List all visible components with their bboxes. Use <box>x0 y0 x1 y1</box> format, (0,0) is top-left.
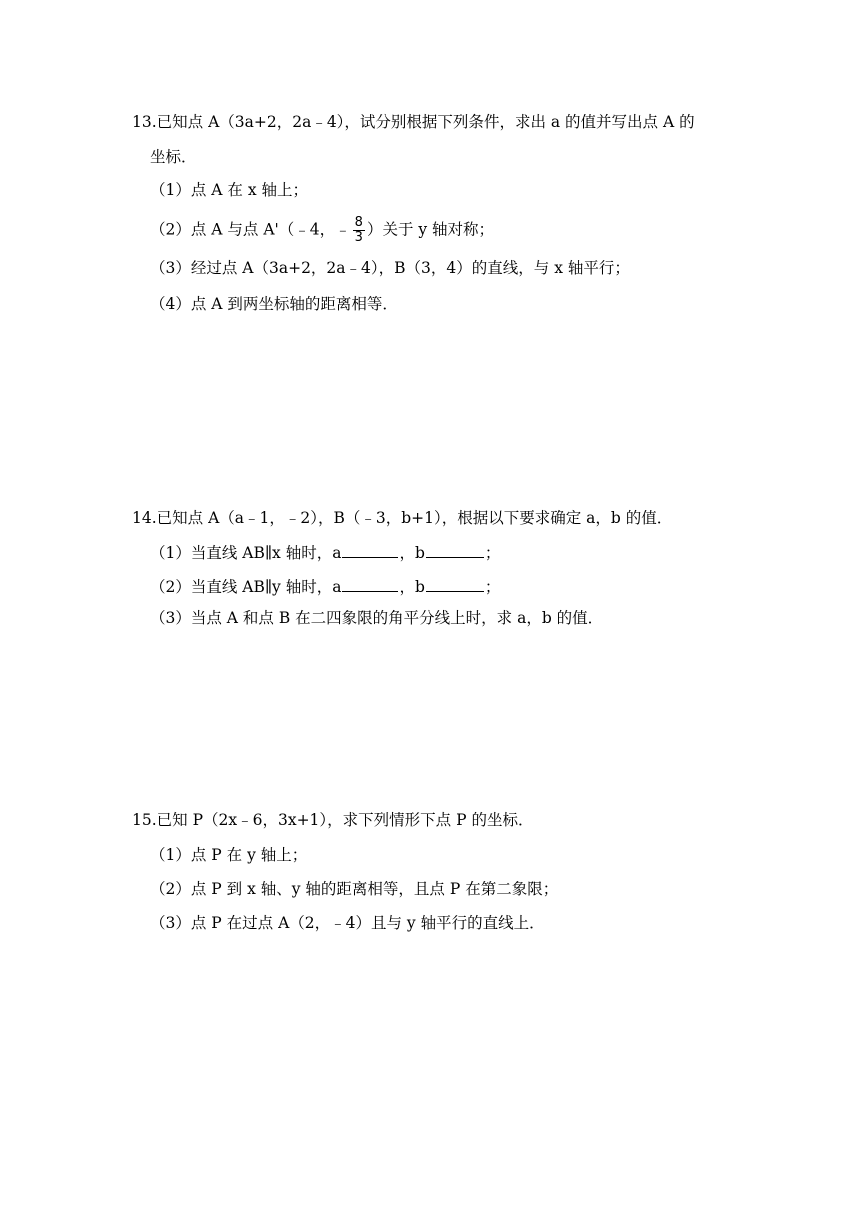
q15-part2: （2）点 P 到 x 轴、y 轴的距离相等，且点 P 在第二象限； <box>150 880 559 898</box>
q15-part3: （3）点 P 在过点 A（2，﹣4）且与 y 轴平行的直线上． <box>150 914 545 932</box>
q13-stem-cont: 坐标． <box>150 148 197 166</box>
fraction-numerator: 8 <box>354 215 363 230</box>
q13-part4: （4）点 A 到两坐标轴的距离相等． <box>150 295 398 313</box>
answer-blank[interactable] <box>426 541 484 558</box>
q13-stem: 13.已知点 A（3a+2，2a﹣4），试分别根据下列条件，求出 a 的值并写出点 A 的 <box>132 113 695 131</box>
q14-part1-text-mid: ，b <box>399 544 425 562</box>
q14-part3: （3）当点 A 和点 B 在二四象限的角平分线上时，求 a，b 的值． <box>150 609 604 627</box>
answer-blank[interactable] <box>342 541 398 558</box>
q15-part1: （1）点 P 在 y 轴上； <box>150 846 308 864</box>
q14-part2-text-mid: ，b <box>399 578 425 596</box>
q14-part2-text-end: ； <box>484 578 501 596</box>
q13-part2 <box>150 216 494 245</box>
q13-part2-text-end: ）关于 y 轴对称； <box>366 220 495 239</box>
fraction <box>353 216 365 245</box>
q14-part2 <box>150 575 500 597</box>
q15-stem: 15.已知 P（2x﹣6，3x+1），求下列情形下点 P 的坐标． <box>132 811 534 829</box>
q14-stem: 14.已知点 A（a﹣1，﹣2），B（﹣3，b+1），根据以下要求确定 a，b 的值． <box>132 509 673 527</box>
fraction-denominator: 3 <box>354 230 363 245</box>
q14-part1-text-end: ； <box>484 544 501 562</box>
answer-blank[interactable] <box>342 575 398 592</box>
answer-blank[interactable] <box>426 575 484 592</box>
q14-part2-text: （2）当直线 AB∥y 轴时，a <box>150 578 342 596</box>
q13-part3: （3）经过点 A（3a+2，2a﹣4），B（3，4）的直线，与 x 轴平行； <box>150 259 630 277</box>
q13-part1: （1）点 A 在 x 轴上； <box>150 181 309 199</box>
q14-part1 <box>150 541 500 563</box>
q14-part1-text: （1）当直线 AB∥x 轴时，a <box>150 544 342 562</box>
q13-part2-text: （2）点 A 与点 A'（﹣4，﹣ <box>150 220 351 239</box>
